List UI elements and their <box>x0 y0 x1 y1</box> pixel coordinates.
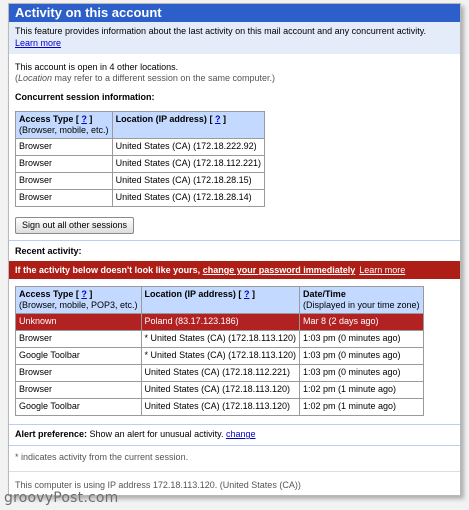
sign-out-all-button[interactable]: Sign out all other sessions <box>15 217 134 234</box>
concurrent-heading: Concurrent session information: <box>15 92 155 102</box>
recent-heading: Recent activity: <box>15 246 82 256</box>
table-row: Browser United States (CA) (172.18.28.14) <box>16 190 265 207</box>
location-note: (Location may refer to a different session on the same computer.) <box>15 73 275 83</box>
table-row: Google Toolbar * United States (CA) (172.18.113.120) 1:03 pm (0 minutes ago) <box>16 348 424 365</box>
recent-location-help-link[interactable]: ? <box>243 289 250 299</box>
table-row: Browser United States (CA) (172.18.113.120) 1:02 pm (1 minute ago) <box>16 382 424 399</box>
concurrent-section <box>9 84 460 234</box>
table-row: Browser United States (CA) (172.18.222.92) <box>16 139 265 156</box>
alert-label: Alert preference: <box>15 429 88 439</box>
footnote: * indicates activity from the current session. <box>15 452 189 462</box>
info-text: This feature provides information about the last activity on this mail account and any concurrent activity. <box>15 26 427 36</box>
concurrent-table <box>15 111 265 207</box>
info-box <box>9 22 460 54</box>
recent-activity-table <box>15 286 424 416</box>
alert-text: Show an alert for unusual activity. <box>89 429 224 439</box>
watermark-logo: groovyPost.com <box>4 490 119 506</box>
table-row-suspicious: Unknown Poland (83.17.123.186) Mar 8 (2 days ago) <box>16 314 424 331</box>
open-locations <box>9 54 460 84</box>
recent-col-location: Location (IP address) [ ? ] <box>141 287 299 314</box>
window-title: Activity on this account <box>9 4 460 22</box>
alert-change-link[interactable]: change <box>225 429 256 439</box>
alert-preference <box>9 425 460 439</box>
table-row: Browser * United States (CA) (172.18.113.120) 1:03 pm (0 minutes ago) <box>16 331 424 348</box>
table-row: Browser United States (CA) (172.18.28.15) <box>16 173 265 190</box>
access-type-help-link[interactable]: ? <box>81 114 87 124</box>
recent-access-type-help-link[interactable]: ? <box>81 289 87 299</box>
warning-learn-more-link[interactable]: Learn more <box>359 265 406 275</box>
activity-window <box>8 3 461 496</box>
table-row: Browser United States (CA) (172.18.112.221) 1:03 pm (0 minutes ago) <box>16 365 424 382</box>
concurrent-col-access-type: Access Type [ ? ] (Browser, mobile, etc.) <box>16 112 113 139</box>
ip-address-note: This computer is using IP address 172.18.113.120. (United States (CA)) <box>15 480 301 490</box>
table-row: Google Toolbar United States (CA) (172.18.113.120) 1:02 pm (1 minute ago) <box>16 399 424 416</box>
location-help-link[interactable]: ? <box>214 114 221 124</box>
recent-section <box>9 241 460 416</box>
concurrent-col-location: Location (IP address) [ ? ] <box>112 112 264 139</box>
learn-more-link[interactable]: Learn more <box>15 38 62 48</box>
warning-banner: If the activity below doesn't look like yours, change your password immediately Learn more <box>9 261 460 279</box>
recent-col-datetime: Date/Time (Displayed in your time zone) <box>299 287 423 314</box>
change-password-link[interactable]: change your password immediately <box>202 265 356 275</box>
location-note-em: Location <box>18 73 53 83</box>
open-count-text: This account is open in 4 other locations. <box>15 62 179 72</box>
table-row: Browser United States (CA) (172.18.112.221) <box>16 156 265 173</box>
recent-col-access-type: Access Type [ ? ] (Browser, mobile, POP3, etc.) <box>16 287 142 314</box>
